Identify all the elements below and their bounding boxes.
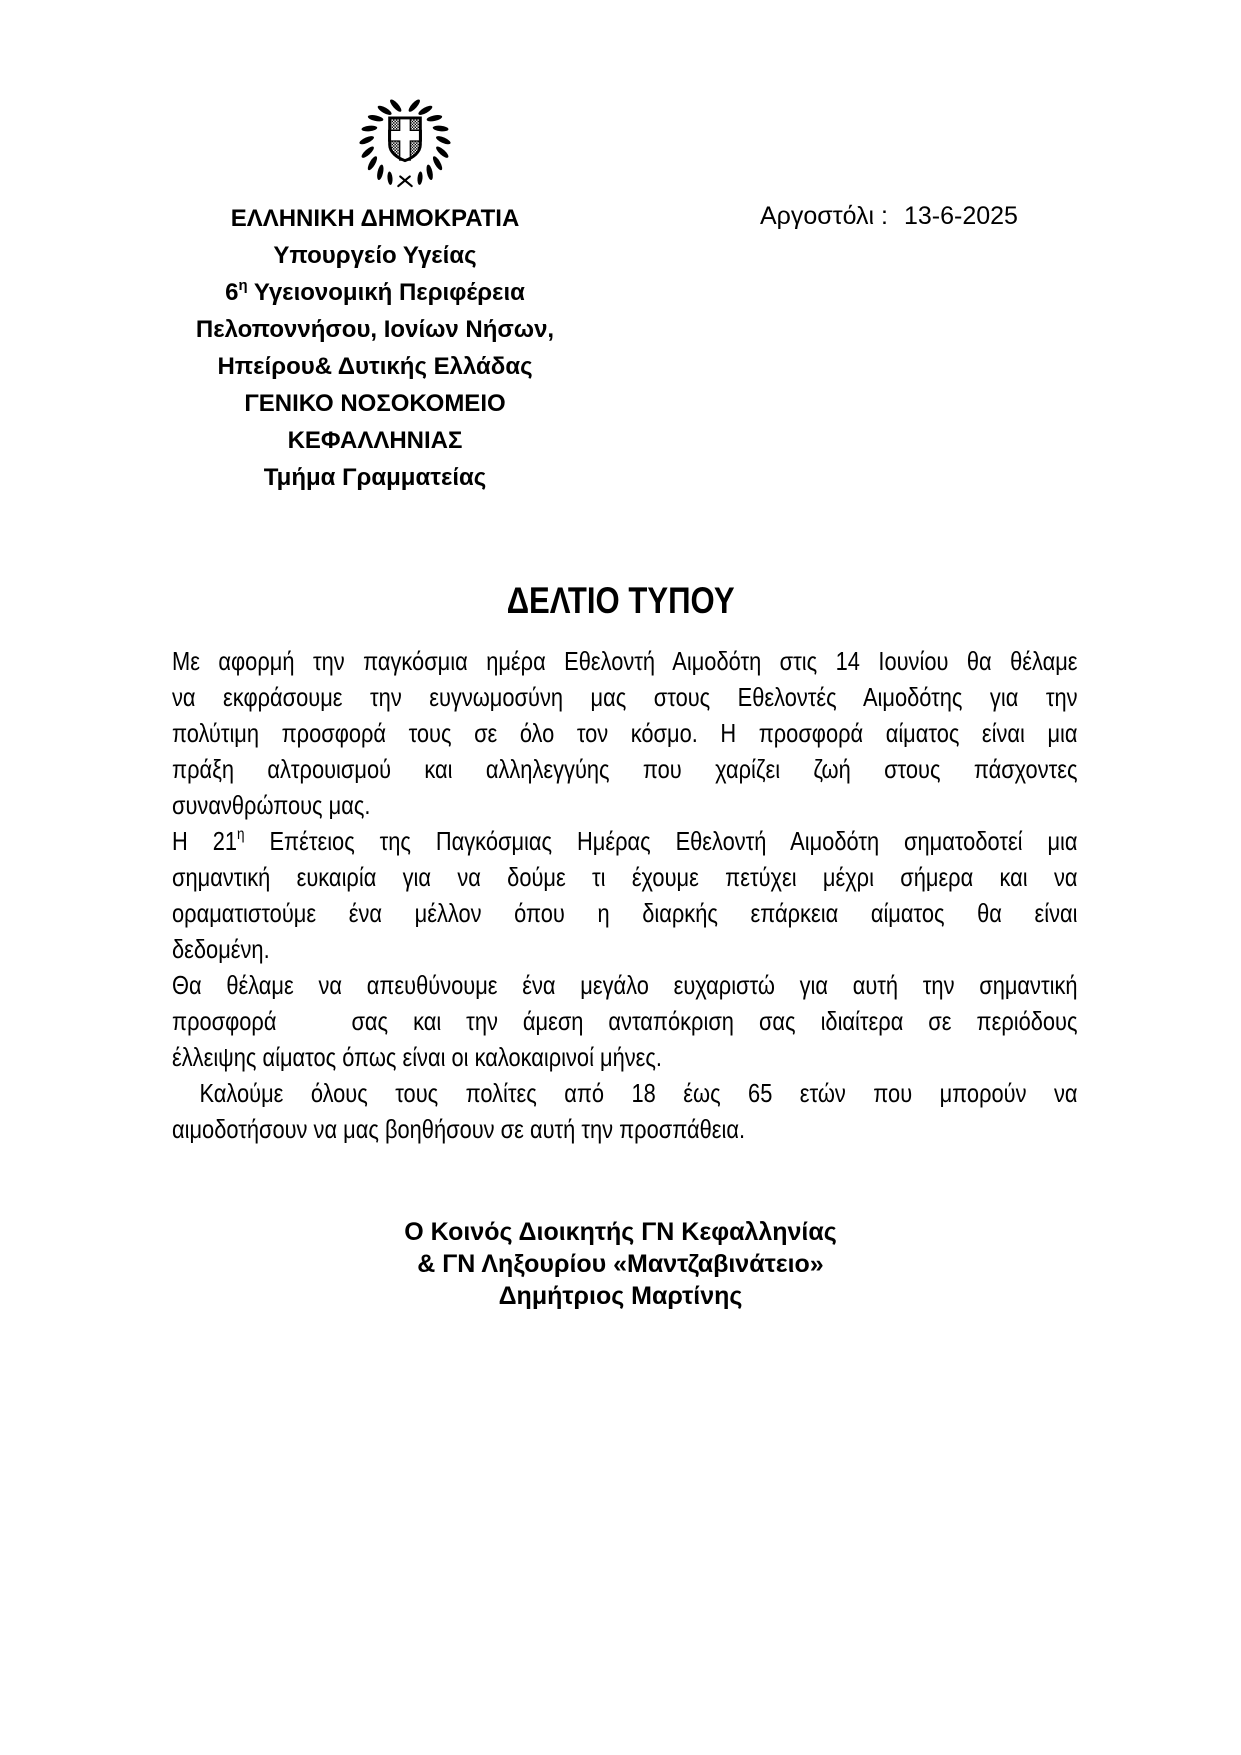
letterhead-line: $6^\eta$ Υγειονομική Περιφέρεια bbox=[225, 277, 525, 306]
body-line: αιμοδοτήσουν να μας βοηθήσουν σε αυτή την προσπάθεια. bbox=[172, 1114, 746, 1144]
letterhead-line: Τμήμα Γραμματείας bbox=[263, 464, 487, 491]
body-line: Με αφορμή την παγκόσμια ημέρα Εθελοντή Αιμοδότη στις 14 Ιουνίου θα θέλαμε bbox=[172, 646, 1078, 676]
paragraph bbox=[172, 823, 1078, 967]
body-line: Η $21^\eta$ Επέτειος της Παγκόσμιας Ημέρας Εθελοντή Αιμοδότη σηματοδοτεί μια bbox=[172, 824, 1078, 856]
paragraph bbox=[172, 967, 1078, 1075]
paragraph bbox=[172, 1075, 1078, 1147]
body-line: προσφορά σας και την άμεση ανταπόκριση σας ιδιαίτερα σε περιόδους bbox=[172, 1006, 1078, 1036]
body-line: Καλούμε όλους τους πολίτες από 18 έως 65 ετών που μπορούν να bbox=[172, 1078, 1078, 1108]
body-text bbox=[172, 643, 1078, 1147]
letterhead-line: Πελοποννήσου, Ιονίων Νήσων, bbox=[195, 316, 555, 343]
body-line: Θα θέλαμε να απευθύνουμε ένα μεγάλο ευχαριστώ για αυτή την σημαντική bbox=[172, 970, 1078, 1000]
letterhead bbox=[150, 200, 600, 496]
body-line: πράξη αλτρουισμού και αλληλεγγύης που χαρίζει ζωή στους πάσχοντες bbox=[172, 754, 1078, 784]
body-line: συνανθρώπους μας. bbox=[172, 790, 371, 820]
body-line: οραματιστούμε ένα μέλλον όπου η διαρκής επάρκεια αίματος θα είναι bbox=[172, 898, 1078, 928]
signature-block bbox=[0, 1216, 1241, 1312]
body-line: έλλειψης αίματος όπως είναι οι καλοκαιρινοί μήνες. bbox=[172, 1042, 662, 1072]
greek-national-emblem-icon bbox=[357, 92, 453, 188]
body-line: πολύτιμη προσφορά τους σε όλο τον κόσμο. Η προσφορά αίματος είναι μια bbox=[172, 718, 1078, 748]
dateline bbox=[760, 201, 1018, 231]
dateline-place: Αργοστόλι : bbox=[760, 202, 888, 230]
signature-line: Δημήτριος Μαρτίνης bbox=[498, 1282, 743, 1310]
body-line: να εκφράσουμε την ευγνωμοσύνη μας στους Εθελοντές Αιμοδότης για την bbox=[172, 682, 1078, 712]
body-line: δεδομένη. bbox=[172, 934, 270, 964]
letterhead-line: ΓΕΝΙΚΟ ΝΟΣΟΚΟΜΕΙΟ bbox=[244, 390, 506, 417]
letterhead-line: ΕΛΛΗΝΙΚΗ ΔΗΜΟΚΡΑΤΙΑ bbox=[230, 205, 520, 232]
title-row bbox=[0, 580, 1241, 622]
body-wrap bbox=[172, 643, 1078, 1147]
paragraph bbox=[172, 643, 1078, 823]
signature-line: Ο Κοινός Διοικητής ΓΝ Κεφαλληνίας bbox=[404, 1218, 837, 1246]
body-line: σημαντική ευκαιρία για να δούμε τι έχουμε πετύχει μέχρι σήμερα και να bbox=[172, 862, 1078, 892]
letterhead-line: Ηπείρου& Δυτικής Ελλάδας bbox=[217, 353, 533, 380]
page-title: ΔΕΛΤΙΟ ΤΥΠΟΥ bbox=[506, 580, 735, 621]
dateline-date: 13-6-2025 bbox=[903, 202, 1018, 230]
signature-line: & ΓΝ Ληξουρίου «Μαντζαβινάτειο» bbox=[417, 1250, 824, 1278]
letterhead-line: ΚΕΦΑΛΛΗΝΙΑΣ bbox=[287, 427, 463, 454]
letterhead-line: Υπουργείο Υγείας bbox=[273, 242, 477, 269]
